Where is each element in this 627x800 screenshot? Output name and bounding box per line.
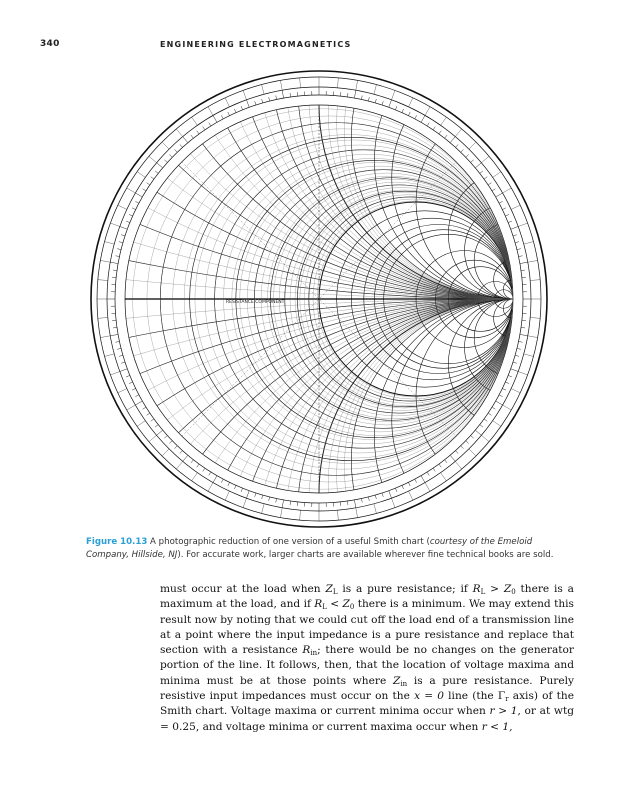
scale-tick — [269, 497, 270, 501]
scale-tick — [127, 405, 136, 410]
scale-tick — [280, 508, 282, 518]
scale-tick — [197, 464, 199, 467]
scale-tick — [147, 183, 150, 185]
scale-tick — [375, 99, 376, 103]
page-number: 340 — [40, 39, 60, 49]
scale-tick — [213, 476, 217, 483]
scale-tick — [118, 205, 127, 209]
reactance-arc — [271, 69, 555, 299]
scale-tick — [157, 430, 163, 435]
scale-tick — [471, 160, 474, 163]
scale-tick — [113, 327, 117, 328]
scale-tick — [389, 491, 392, 499]
scale-tick — [147, 413, 150, 415]
scale-tick — [243, 90, 246, 99]
fine-reactance-arc — [84, 69, 554, 299]
scale-tick — [282, 500, 283, 508]
scale-tick — [246, 491, 249, 499]
running-header — [40, 39, 600, 53]
scale-tick — [505, 214, 509, 216]
scale-tick — [225, 98, 229, 107]
scale-tick — [151, 177, 154, 179]
scale-tick — [143, 407, 146, 409]
scale-tick — [469, 449, 476, 456]
scale-tick — [135, 395, 139, 397]
scale-tick — [290, 93, 291, 97]
scale-tick — [347, 501, 348, 505]
scale-tick — [120, 369, 128, 372]
fine-reactance-arc — [84, 69, 554, 299]
scale-tick — [409, 491, 413, 500]
running-title: ENGINEERING ELECTROMAGNETICS — [160, 40, 352, 49]
scale-tick — [530, 317, 540, 318]
scale-tick — [492, 189, 495, 191]
scale-tick — [382, 101, 383, 105]
scale-tick — [503, 405, 512, 410]
scale-tick — [488, 413, 491, 415]
figure-caption — [86, 536, 556, 562]
scale-tick — [155, 171, 158, 173]
scale-tick — [519, 341, 523, 342]
scale-tick — [241, 488, 242, 492]
scale-tick — [243, 498, 246, 507]
scale-tick — [392, 498, 395, 507]
scale-tick — [127, 188, 136, 193]
scale-tick — [105, 354, 115, 357]
scale-tick — [503, 188, 512, 193]
scale-tick — [100, 336, 110, 338]
scale-tick — [415, 479, 417, 483]
reactance-arc — [416, 105, 554, 299]
smith-chart — [84, 69, 554, 529]
reactance-arc — [351, 299, 554, 529]
chart-center-label: RESISTANCE COMPONENT — [226, 300, 285, 305]
scale-tick — [450, 137, 455, 143]
scale-tick — [528, 336, 538, 338]
scale-tick — [368, 497, 369, 501]
scale-tick — [361, 499, 362, 503]
scale-tick — [375, 495, 376, 499]
scale-tick — [262, 85, 265, 95]
scale-tick — [100, 260, 110, 262]
scale-tick — [176, 129, 182, 137]
scale-tick — [402, 485, 404, 489]
scale-tick — [445, 135, 447, 138]
scale-tick — [374, 85, 377, 95]
scale-tick — [461, 149, 464, 152]
scale-tick — [427, 472, 429, 475]
scale-tick — [282, 90, 283, 98]
scale-tick — [98, 280, 108, 281]
scale-tick — [209, 123, 211, 126]
fine-reactance-arc — [160, 299, 554, 529]
scale-tick — [515, 355, 519, 356]
scale-tick — [439, 131, 441, 134]
scale-tick — [175, 149, 178, 152]
scale-tick — [246, 100, 249, 108]
scale-tick — [208, 107, 213, 116]
scale-tick — [475, 430, 481, 435]
reactance-arc — [351, 69, 554, 299]
scale-tick — [488, 183, 491, 185]
scale-tick — [496, 193, 503, 197]
scale-tick — [469, 142, 476, 149]
scale-tick — [511, 205, 520, 209]
scale-tick — [402, 109, 404, 113]
scale-tick — [456, 144, 459, 147]
scale-tick — [129, 382, 133, 384]
reactance-arc — [84, 69, 554, 299]
scale-tick — [255, 493, 256, 497]
scale-tick — [280, 80, 282, 90]
scale-tick — [110, 223, 119, 226]
scale-tick — [137, 421, 145, 427]
scale-tick — [120, 226, 128, 229]
caption-credit: courtesy of the Emeloid Company, Hillside, NJ — [86, 537, 533, 560]
scale-tick — [521, 327, 525, 328]
scale-tick — [300, 78, 301, 88]
scale-tick — [528, 260, 538, 262]
scale-tick — [228, 482, 230, 486]
scale-tick — [135, 401, 142, 405]
fine-reactance-arc — [337, 69, 554, 299]
fine-reactance-arc — [84, 69, 554, 299]
scale-tick — [392, 90, 395, 99]
scale-tick — [520, 334, 528, 335]
scale-tick — [149, 435, 157, 441]
scale-tick — [450, 455, 455, 461]
scale-tick — [183, 137, 188, 143]
scale-tick — [520, 262, 528, 263]
reactance-arc — [271, 299, 555, 529]
scale-tick — [234, 109, 236, 113]
scale-tick — [180, 451, 183, 454]
scale-tick — [203, 468, 205, 471]
scale-tick — [276, 499, 277, 503]
scale-tick — [445, 460, 447, 463]
caption-text-2: ). For accurate work, larger charts are available wherever fine technical books are sold. — [177, 550, 554, 560]
scale-tick — [480, 425, 483, 427]
scale-tick — [395, 488, 396, 492]
scale-tick — [519, 256, 523, 257]
scale-tick — [183, 455, 188, 461]
fine-reactance-arc — [84, 69, 554, 299]
scale-tick — [455, 129, 461, 137]
scale-tick — [262, 99, 263, 103]
scale-tick — [499, 395, 503, 397]
scale-tick — [389, 100, 392, 108]
fine-reactance-arc — [84, 69, 554, 299]
scale-tick — [162, 449, 169, 456]
scale-tick — [415, 115, 417, 119]
caption-text-1: A photographic reduction of one version of a useful Smith chart ( — [147, 537, 430, 547]
scale-tick — [149, 156, 157, 162]
scale-tick — [209, 472, 211, 475]
scale-tick — [126, 221, 130, 222]
scale-tick — [421, 476, 425, 483]
scale-tick — [228, 112, 230, 116]
scale-tick — [513, 235, 517, 236]
scale-tick — [176, 461, 182, 469]
scale-tick — [441, 117, 447, 125]
scale-tick — [382, 493, 383, 497]
scale-tick — [175, 446, 178, 449]
scale-tick — [143, 189, 146, 191]
scale-tick — [169, 441, 172, 444]
scale-tick — [518, 223, 527, 226]
scale-tick — [105, 242, 115, 245]
fine-reactance-arc — [271, 69, 555, 299]
fine-reactance-arc — [84, 69, 554, 299]
scale-tick — [262, 495, 263, 499]
scale-tick — [354, 90, 355, 98]
scale-tick — [421, 115, 425, 122]
reactance-arc — [84, 69, 554, 299]
scale-tick — [511, 369, 519, 372]
scale-tick — [466, 441, 469, 444]
scale-tick — [524, 354, 534, 357]
scale-tick — [241, 106, 242, 110]
scale-tick — [427, 123, 429, 126]
scale-tick — [368, 97, 369, 101]
scale-tick — [132, 388, 136, 390]
scale-tick — [484, 419, 487, 421]
fine-reactance-arc — [84, 69, 554, 299]
scale-tick — [502, 208, 506, 210]
scale-tick — [213, 115, 217, 122]
scale-tick — [356, 80, 358, 90]
scale-tick — [425, 483, 430, 492]
reactance-arc — [84, 69, 554, 299]
scale-tick — [276, 96, 277, 100]
scale-tick — [113, 270, 117, 271]
scale-tick — [505, 382, 509, 384]
scale-tick — [262, 504, 265, 514]
scale-tick — [203, 127, 205, 130]
scale-tick — [98, 317, 108, 318]
scale-tick — [408, 112, 410, 116]
scale-tick — [117, 348, 121, 349]
scale-tick — [456, 451, 459, 454]
scale-tick — [517, 348, 521, 349]
scale-tick — [129, 214, 133, 216]
scale-tick — [455, 461, 461, 469]
scale-tick — [119, 242, 123, 243]
scale-tick — [192, 473, 198, 481]
scale-tick — [425, 107, 430, 116]
body-paragraph: must occur at the load when $Z_L$ is a pure resistance; if $R_L > Z_0$ there is a maximum at the load, and if $R_L < Z_0$ there is a minimum. We may extend this result now by noting that we could cut off the load end of a transmission line at a point where the input impedance is a pure resistance and replace that section with a resistance $R_{in}$; there would be no changes on the generator portion of the line. It follows, then, that the location of voltage maxima and minima must be at those points where $Z_{in}$ is a pure resistance. Purely resistive input impedances must occur on the x = 0 line (the $\Gamma_r$ axis) of the Smith chart. Voltage maxima or current minima occur when r > 1, or at wtg = 0.25, and voltage minima or current maxima occur when r < 1, — [160, 583, 575, 733]
scale-tick — [337, 78, 338, 88]
scale-tick — [475, 163, 481, 168]
scale-tick — [135, 201, 139, 203]
scale-tick — [110, 372, 119, 375]
scale-tick — [197, 131, 199, 134]
scale-tick — [269, 97, 270, 101]
scale-tick — [132, 208, 136, 210]
scale-tick — [164, 436, 167, 439]
fine-reactance-arc — [309, 299, 554, 529]
scale-tick — [110, 262, 118, 263]
scale-tick — [162, 142, 169, 149]
scale-tick — [496, 401, 503, 405]
scale-tick — [481, 156, 489, 162]
scale-tick — [169, 155, 172, 158]
fine-reactance-arc — [271, 299, 555, 529]
scale-tick — [395, 106, 396, 110]
scale-tick — [118, 389, 127, 393]
scale-tick — [337, 510, 338, 520]
fine-reactance-arc — [309, 69, 554, 299]
scale-tick — [121, 235, 125, 236]
scale-tick — [116, 341, 120, 342]
fine-reactance-arc — [160, 69, 554, 299]
scale-tick — [255, 101, 256, 105]
scale-tick — [234, 485, 236, 489]
scale-tick — [508, 375, 512, 376]
figure-label: Figure 10.13 — [86, 537, 148, 547]
scale-tick — [164, 160, 167, 163]
scale-tick — [221, 115, 223, 119]
scale-tick — [433, 468, 435, 471]
scale-tick — [461, 446, 464, 449]
scale-tick — [433, 127, 435, 130]
scale-tick — [481, 435, 489, 441]
reactance-arc — [416, 299, 554, 493]
scale-tick — [530, 280, 540, 281]
scale-tick — [300, 510, 301, 520]
scale-tick — [518, 372, 527, 375]
scale-tick — [466, 155, 469, 158]
scale-tick — [290, 501, 291, 505]
scale-tick — [180, 144, 183, 147]
scale-tick — [480, 171, 483, 173]
scale-tick — [119, 355, 123, 356]
scale-tick — [117, 249, 121, 250]
scale-tick — [517, 249, 521, 250]
scale-tick — [502, 388, 506, 390]
scale-tick — [439, 464, 441, 467]
scale-tick — [157, 163, 163, 168]
scale-tick — [515, 242, 519, 243]
scale-tick — [508, 221, 512, 222]
scale-tick — [511, 226, 519, 229]
scale-tick — [441, 473, 447, 481]
scale-tick — [208, 483, 213, 492]
scale-tick — [408, 482, 410, 486]
scale-tick — [192, 117, 198, 125]
scale-tick — [347, 93, 348, 97]
scale-tick — [137, 172, 145, 178]
scale-tick — [513, 362, 517, 363]
scale-tick — [126, 375, 130, 376]
scale-tick — [121, 362, 125, 363]
scale-tick — [221, 479, 223, 483]
scale-tick — [493, 172, 501, 178]
scale-tick — [225, 491, 229, 500]
scale-tick — [191, 460, 193, 463]
scale-tick — [356, 508, 358, 518]
scale-tick — [484, 177, 487, 179]
scale-tick — [110, 334, 118, 335]
scale-tick — [116, 256, 120, 257]
scale-tick — [354, 500, 355, 508]
scale-tick — [409, 98, 413, 107]
scale-tick — [374, 504, 377, 514]
fine-reactance-arc — [337, 299, 554, 529]
scale-tick — [155, 425, 158, 427]
reactance-arc — [84, 69, 554, 299]
scale-tick — [135, 193, 142, 197]
scale-tick — [511, 389, 520, 393]
scale-tick — [521, 270, 525, 271]
fine-reactance-arc — [84, 69, 554, 299]
fine-reactance-arc — [84, 69, 554, 299]
scale-tick — [493, 421, 501, 427]
scale-tick — [524, 242, 534, 245]
scale-tick — [499, 201, 503, 203]
scale-tick — [361, 96, 362, 100]
scale-tick — [471, 436, 474, 439]
scale-tick — [492, 407, 495, 409]
scale-tick — [191, 135, 193, 138]
scale-tick — [151, 419, 154, 421]
